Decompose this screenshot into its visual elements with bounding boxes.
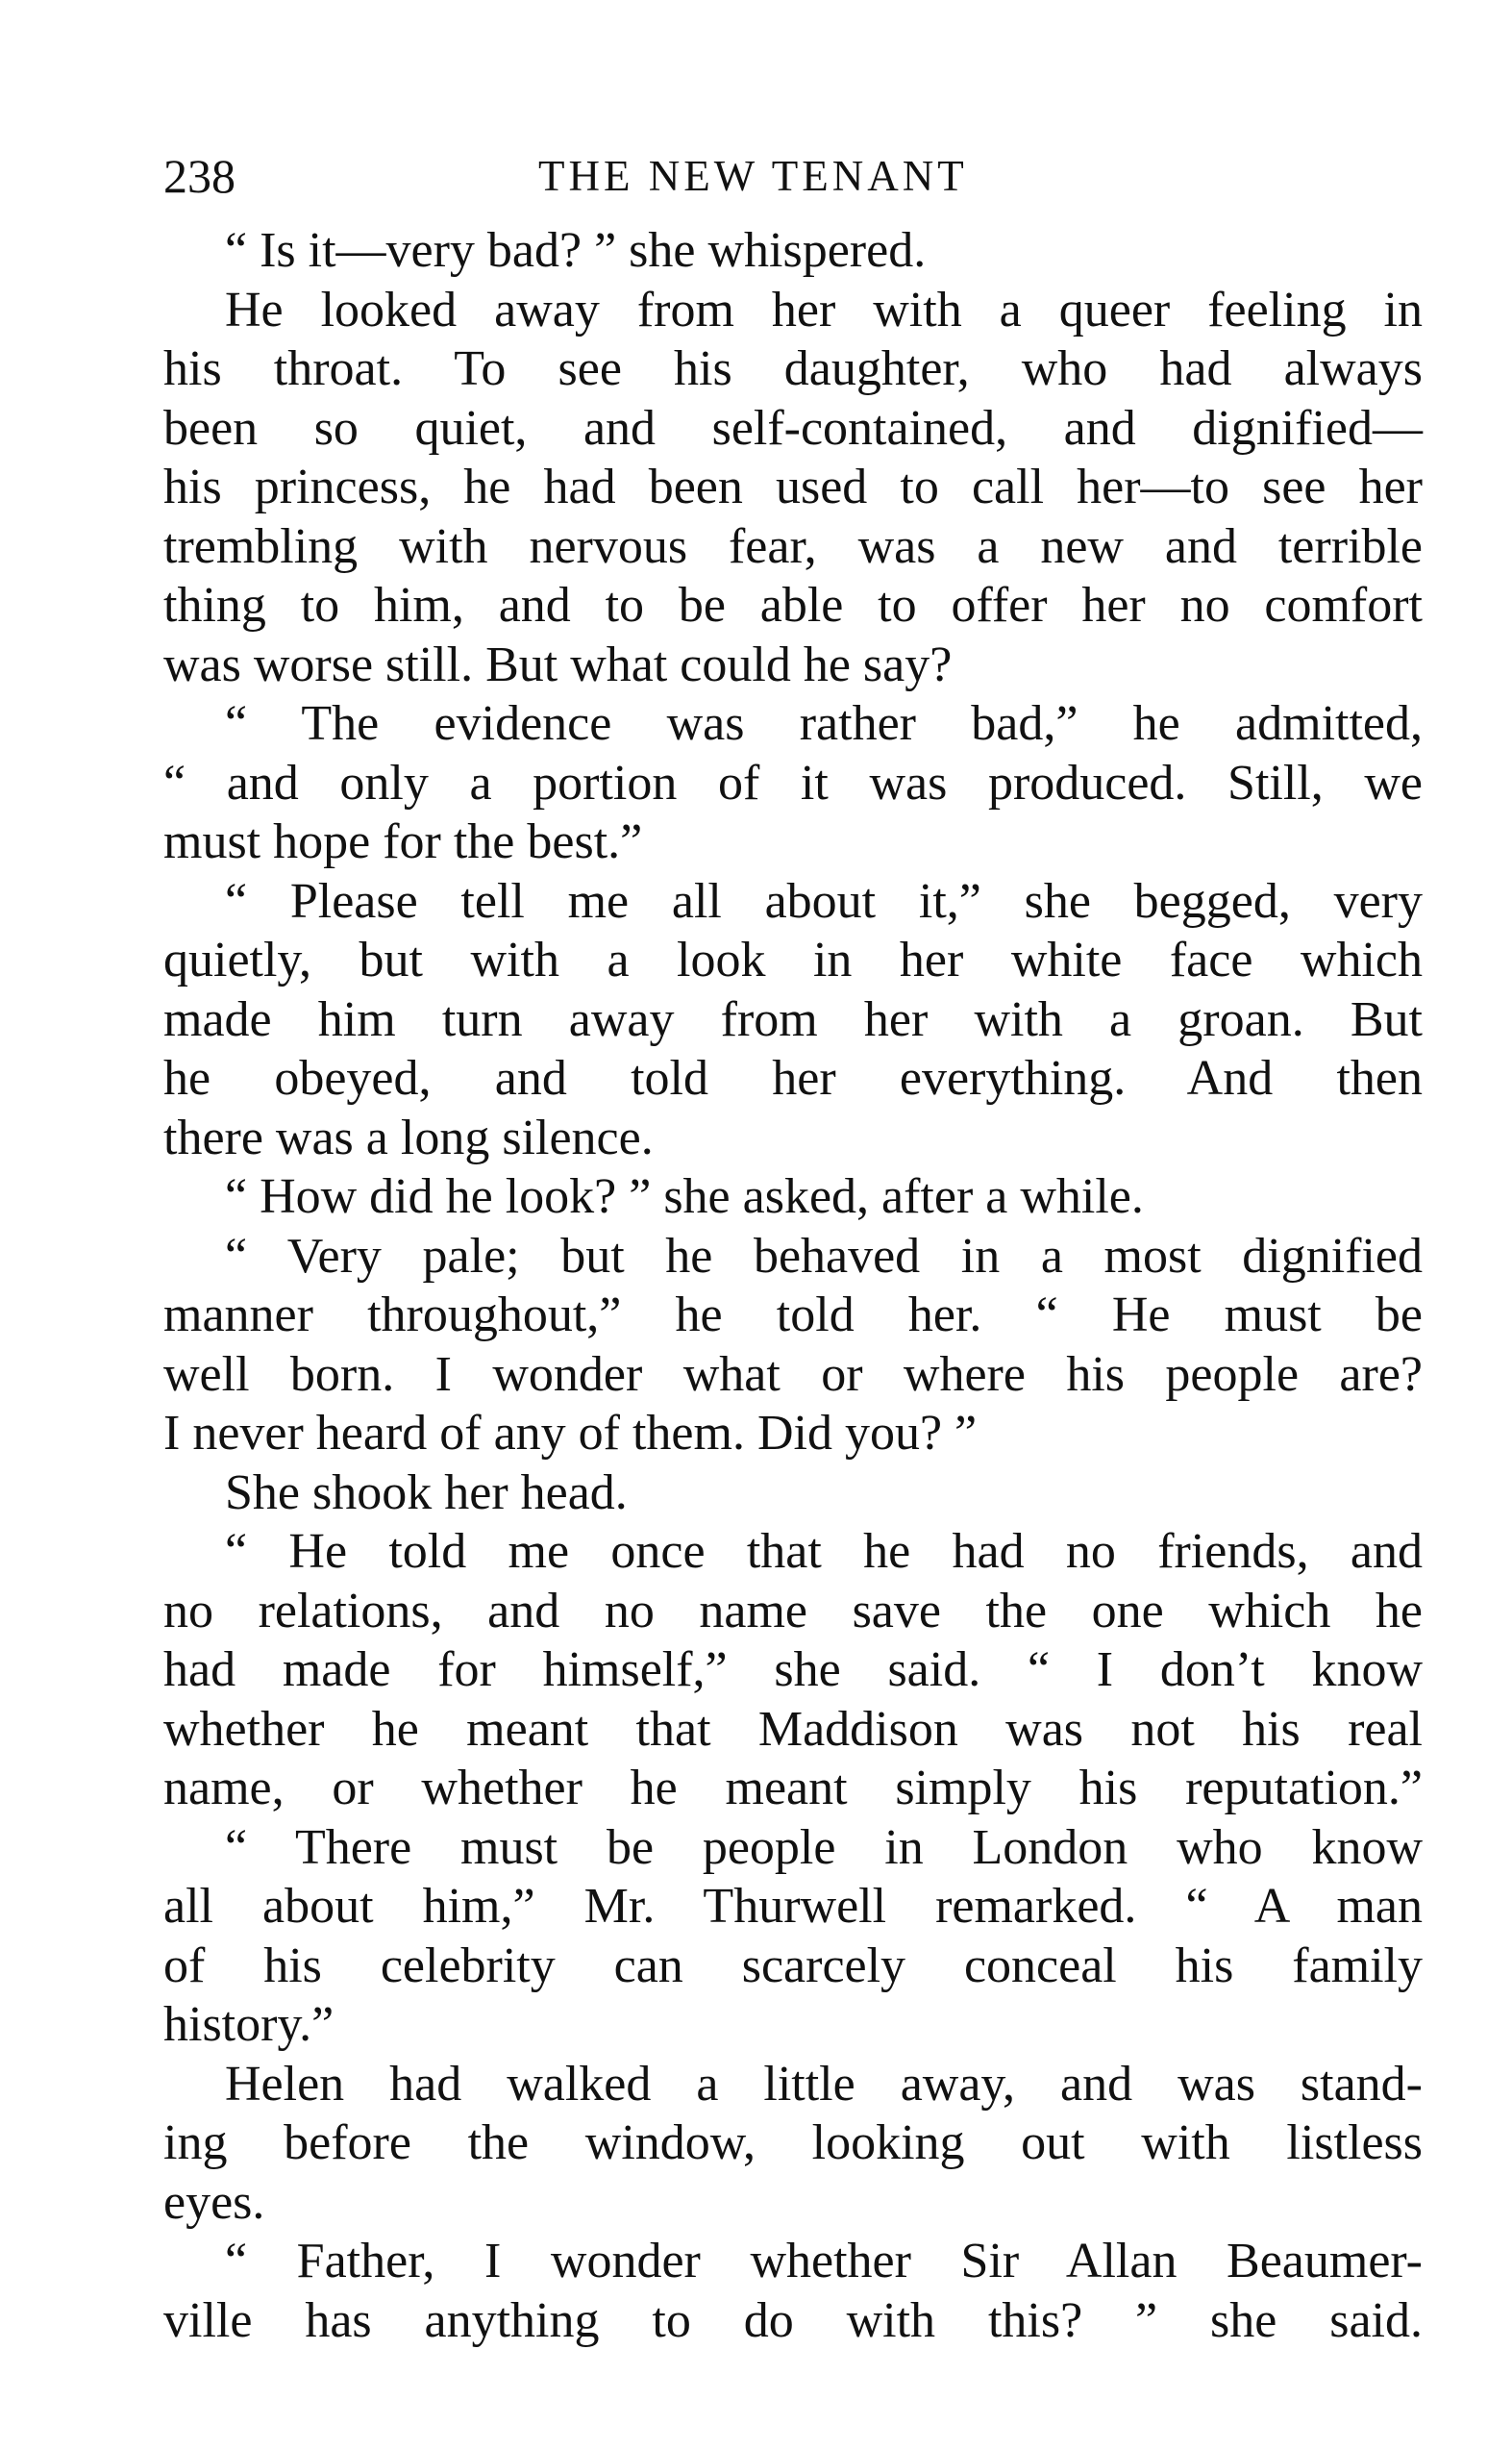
running-head: THE NEW TENANT — [538, 152, 968, 200]
text-line: ing before the window, looking out with listless — [163, 2115, 1423, 2170]
text-line: his princess, he had been used to call her—to see her — [163, 460, 1423, 514]
text-line: made him turn away from her with a groan. But — [163, 991, 1423, 1047]
text-line: “ Father, I wonder whether Sir Allan Beaumer- — [225, 2234, 1423, 2288]
text-line: whether he meant that Maddison was not his real — [163, 1701, 1423, 1757]
text-line: “ He told me once that he had no friends, and — [225, 1524, 1423, 1579]
text-line: quietly, but with a look in her white face which — [163, 933, 1423, 988]
text-line: must hope for the best.” — [163, 814, 643, 869]
text-line: “ Please tell me all about it,” she begged, very — [225, 873, 1423, 929]
text-line: his throat. To see his daughter, who had always — [163, 341, 1423, 396]
text-line: thing to him, and to be able to offer her no comfort — [163, 578, 1423, 633]
text-line: all about him,” Mr. Thurwell remarked. “ A man — [163, 1879, 1423, 1934]
text-line: history.” — [163, 1997, 335, 2052]
text-line: “ There must be people in London who know — [225, 1819, 1423, 1875]
text-line: manner throughout,” he told her. “ He must be — [163, 1288, 1423, 1342]
text-line: I never heard of any of them. Did you? ” — [163, 1406, 978, 1461]
body-text — [163, 221, 1423, 2350]
text-line: Helen had walked a little away, and was stand- — [225, 2056, 1423, 2112]
text-line: eyes. — [163, 2174, 265, 2230]
page-number: 238 — [163, 149, 235, 203]
text-line: had made for himself,” she said. “ I don’t know — [163, 1642, 1423, 1697]
text-line: ville has anything to do with this? ” she said. — [163, 2292, 1423, 2348]
text-line: “ The evidence was rather bad,” he admitted, — [225, 696, 1423, 751]
text-line: trembling with nervous fear, was a new and terrible — [163, 518, 1423, 574]
text-line: no relations, and no name save the one which he — [163, 1583, 1423, 1638]
text-line: he obeyed, and told her everything. And then — [163, 1051, 1423, 1106]
text-line: She shook her head. — [225, 1464, 628, 1520]
text-line: He looked away from her with a queer feeling in — [225, 282, 1423, 338]
text-line: well born. I wonder what or where his people are? — [163, 1346, 1423, 1402]
text-line: “ Very pale; but he behaved in a most dignified — [225, 1228, 1423, 1284]
text-line: was worse still. But what could he say? — [163, 637, 953, 692]
text-line: there was a long silence. — [163, 1110, 654, 1165]
page-header — [163, 142, 1451, 210]
text-line: of his celebrity can scarcely conceal his family — [163, 1938, 1423, 1993]
text-line: “ Is it—very bad? ” she whispered. — [225, 223, 927, 278]
text-line: “ How did he look? ” she asked, after a while. — [225, 1169, 1144, 1224]
text-line: “ and only a portion of it was produced. Still, we — [163, 755, 1423, 811]
text-line: been so quiet, and self-contained, and dignified— — [163, 400, 1423, 456]
text-line: name, or whether he meant simply his reputation.” — [163, 1761, 1423, 1815]
